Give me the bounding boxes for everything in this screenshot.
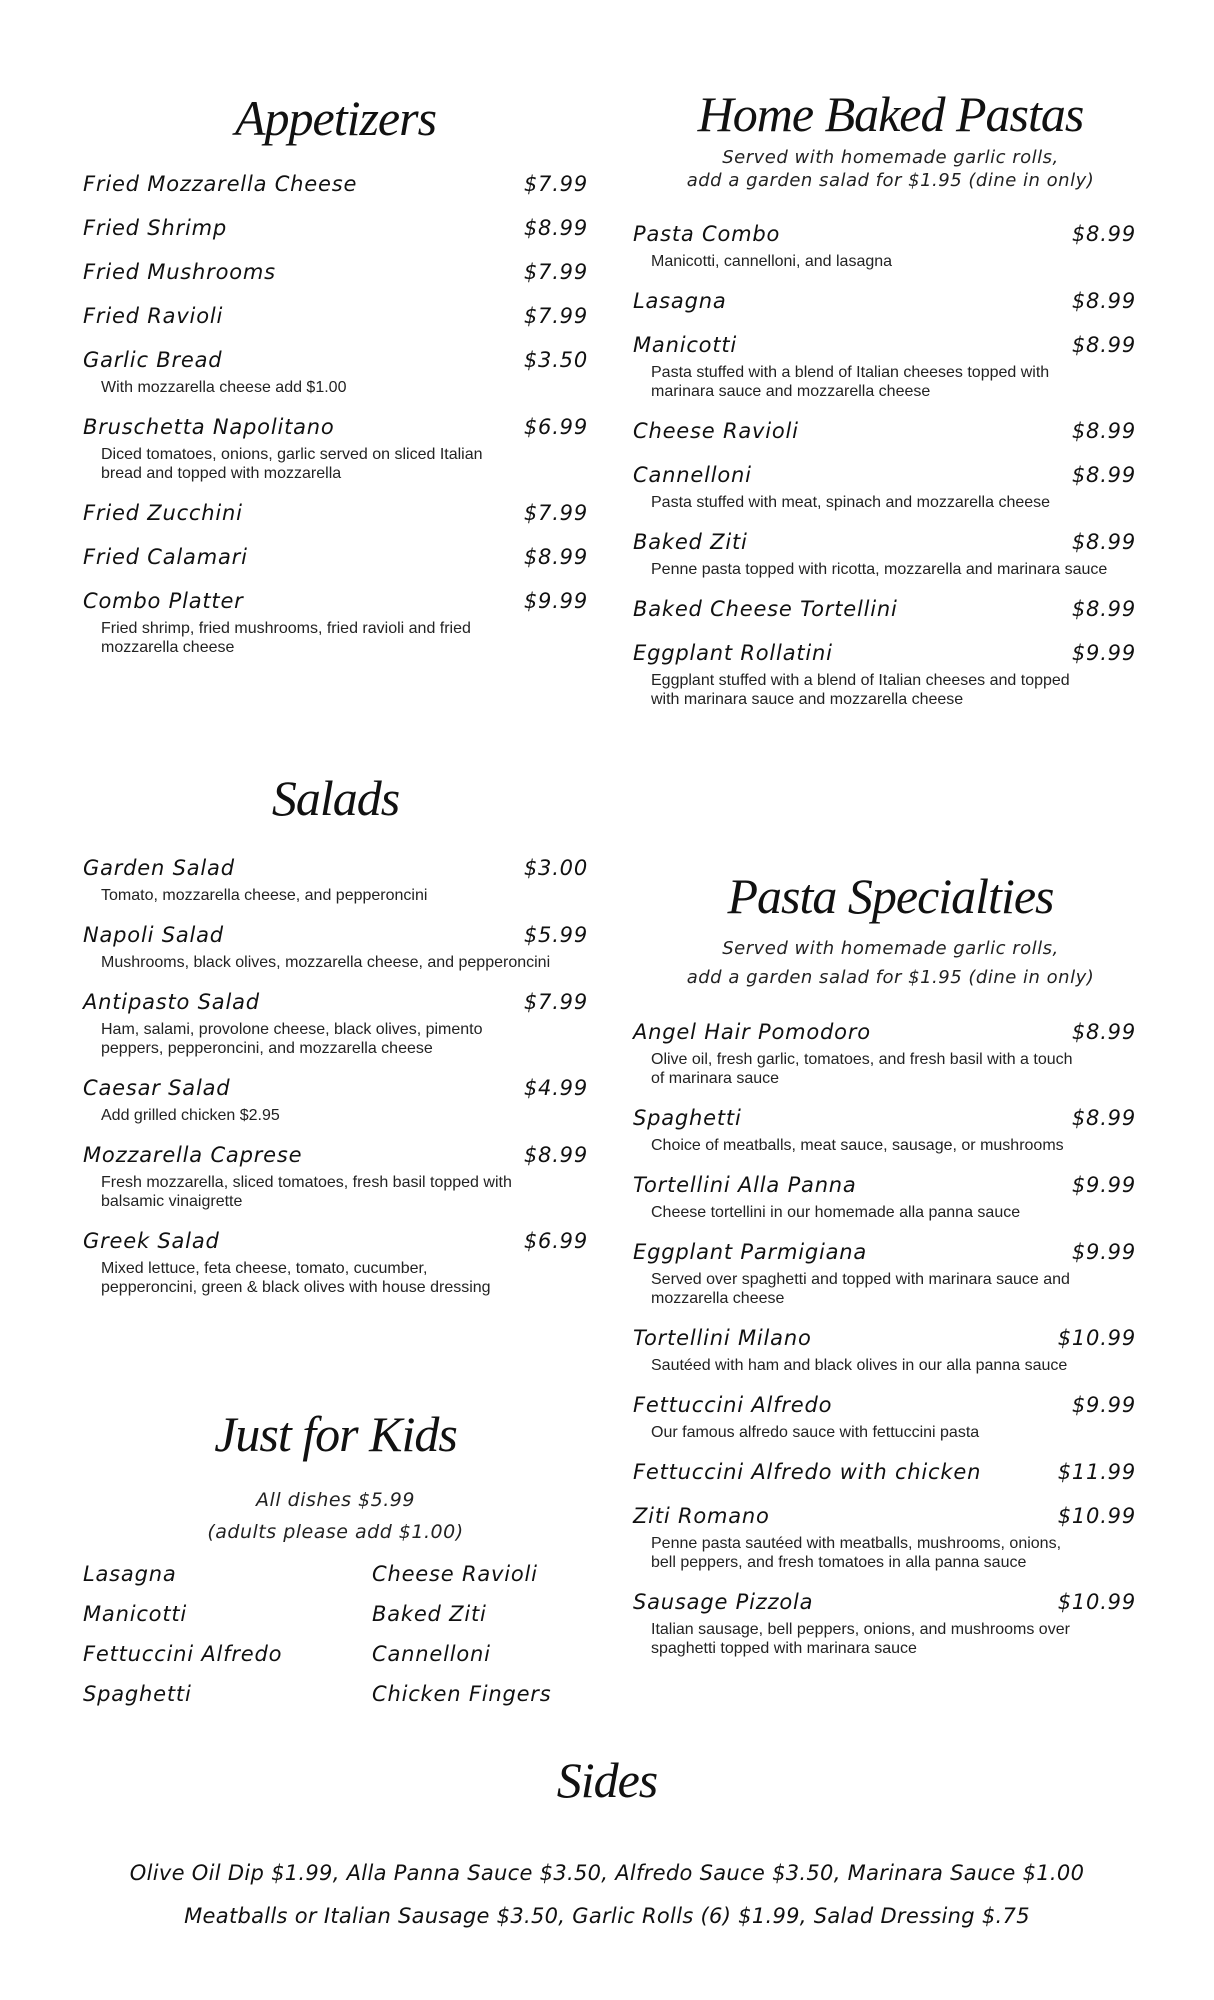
menu-item-description xyxy=(633,671,1148,709)
menu-item-price: $10.99 xyxy=(1057,1504,1136,1528)
menu-item xyxy=(83,579,588,657)
menu-item-row xyxy=(633,520,1148,564)
menu-item-name: Tortellini Alla Panna xyxy=(633,1173,857,1197)
description-line: bell peppers, and fresh tomatoes in alla panna sauce xyxy=(651,1554,1027,1571)
menu-item-row xyxy=(633,1096,1148,1140)
section-subtitle: add a garden salad for $1.95 (dine in only) xyxy=(686,170,1095,191)
description-line: marinara sauce and mozzarella cheese xyxy=(651,383,931,400)
menu-item-price: $10.99 xyxy=(1057,1590,1136,1614)
sides-heading: Sides xyxy=(556,1752,658,1808)
menu-item-price: $7.99 xyxy=(523,304,588,328)
section-heading: Pasta Specialties xyxy=(727,868,1054,924)
menu-item-name: Cannelloni xyxy=(633,463,752,487)
menu-item-name: Manicotti xyxy=(633,333,738,357)
kids-menu-item: Lasagna xyxy=(83,1562,177,1586)
menu-item-price: $8.99 xyxy=(523,545,588,569)
menu-item-name: Garden Salad xyxy=(83,856,235,880)
menu-item xyxy=(83,162,588,206)
menu-item xyxy=(83,913,588,972)
menu-item xyxy=(633,1096,1148,1155)
kids-menu-item: Chicken Fingers xyxy=(372,1682,552,1706)
pasta-specialties-section xyxy=(633,866,1148,1666)
description-line: mozzarella cheese xyxy=(651,1290,785,1307)
menu-item-description xyxy=(633,1136,1148,1155)
menu-item xyxy=(83,535,588,579)
kids-menu-item: Cannelloni xyxy=(372,1642,491,1666)
menu-item-description xyxy=(633,252,1148,271)
description-line: With mozzarella cheese add $1.00 xyxy=(101,379,347,396)
menu-item xyxy=(633,1450,1148,1494)
menu-item-price: $9.99 xyxy=(1071,641,1136,665)
menu-item-row xyxy=(83,579,588,623)
description-line: Sautéed with ham and black olives in our alla panna sauce xyxy=(651,1357,1068,1374)
menu-item-description xyxy=(633,363,1148,401)
menu-item-price: $4.99 xyxy=(523,1076,588,1100)
menu-item xyxy=(633,453,1148,512)
menu-item-row xyxy=(633,1163,1148,1207)
menu-item-description xyxy=(83,1173,588,1211)
menu-item-price: $6.99 xyxy=(523,415,588,439)
kids-price-note: All dishes $5.99 xyxy=(256,1489,415,1511)
home-baked-pastas-section xyxy=(633,84,1148,717)
menu-item xyxy=(633,587,1148,631)
menu-item-row xyxy=(83,206,588,250)
menu-item xyxy=(83,491,588,535)
menu-item-name: Mozzarella Caprese xyxy=(83,1143,303,1167)
menu-item xyxy=(83,1133,588,1211)
menu-item xyxy=(83,250,588,294)
menu-item-name: Lasagna xyxy=(633,289,727,313)
description-line: peppers, pepperoncini, and mozzarella cheese xyxy=(101,1040,433,1057)
menu-item-description xyxy=(633,560,1148,579)
section-subtitle: Served with homemade garlic rolls, xyxy=(722,938,1059,959)
kids-menu-item: Spaghetti xyxy=(83,1682,192,1706)
menu-item xyxy=(83,338,588,397)
menu-item-description xyxy=(633,1270,1148,1308)
menu-item-name: Combo Platter xyxy=(83,589,244,613)
menu-item-price: $8.99 xyxy=(1071,333,1136,357)
sides-line: Meatballs or Italian Sausage $3.50, Garlic Rolls (6) $1.99, Salad Dressing $.75 xyxy=(184,1904,1030,1928)
menu-item-name: Angel Hair Pomodoro xyxy=(633,1020,871,1044)
menu-item-price: $8.99 xyxy=(1071,1106,1136,1130)
description-line: Fresh mozzarella, sliced tomatoes, fresh basil topped with xyxy=(101,1174,512,1191)
menu-item-name: Pasta Combo xyxy=(633,222,781,246)
menu-item xyxy=(83,294,588,338)
menu-item-row xyxy=(633,1230,1148,1274)
menu-item-name: Fried Calamari xyxy=(83,545,248,569)
menu-item-row xyxy=(633,1580,1148,1624)
menu-item xyxy=(633,520,1148,579)
menu-item-name: Baked Ziti xyxy=(633,530,748,554)
section-heading: Salads xyxy=(271,770,400,826)
menu-item-row xyxy=(633,1494,1148,1538)
menu-item-price: $8.99 xyxy=(523,1143,588,1167)
menu-item-row xyxy=(83,535,588,579)
menu-item-price: $7.99 xyxy=(523,172,588,196)
section-heading: Home Baked Pastas xyxy=(697,86,1084,142)
menu-item-row xyxy=(83,1219,588,1263)
kids-items xyxy=(83,1554,588,1714)
menu-item-price: $8.99 xyxy=(1071,530,1136,554)
description-line: Italian sausage, bell peppers, onions, and mushrooms over xyxy=(651,1621,1070,1638)
description-line: Penne pasta topped with ricotta, mozzarella and marinara sauce xyxy=(651,561,1108,578)
menu-item-name: Bruschetta Napolitano xyxy=(83,415,335,439)
description-line: Tomato, mozzarella cheese, and pepperoncini xyxy=(101,887,428,904)
menu-item xyxy=(633,1580,1148,1658)
menu-item-name: Spaghetti xyxy=(633,1106,742,1130)
description-line: Eggplant stuffed with a blend of Italian cheeses and topped xyxy=(651,672,1070,689)
menu-item-name: Caesar Salad xyxy=(83,1076,231,1100)
menu-item-description xyxy=(83,1259,588,1297)
menu-item-row xyxy=(633,587,1148,631)
menu-item xyxy=(633,1010,1148,1088)
menu-item-price: $8.99 xyxy=(1071,463,1136,487)
section-heading: Appetizers xyxy=(234,90,437,146)
menu-item-price: $8.99 xyxy=(1071,597,1136,621)
menu-item-price: $3.00 xyxy=(523,856,588,880)
menu-item-price: $9.99 xyxy=(1071,1393,1136,1417)
menu-item-description xyxy=(83,1106,588,1125)
menu-item-price: $9.99 xyxy=(1071,1240,1136,1264)
menu-item-price: $6.99 xyxy=(523,1229,588,1253)
menu-item-name: Sausage Pizzola xyxy=(633,1590,814,1614)
menu-item xyxy=(633,409,1148,453)
kids-menu-item: Manicotti xyxy=(83,1602,188,1626)
menu-item-name: Fried Ravioli xyxy=(83,304,224,328)
description-line: Served over spaghetti and topped with marinara sauce and xyxy=(651,1271,1070,1288)
kids-menu-item: Baked Ziti xyxy=(372,1602,487,1626)
menu-item xyxy=(633,1316,1148,1375)
menu-item-price: $7.99 xyxy=(523,990,588,1014)
menu-item-name: Cheese Ravioli xyxy=(633,419,799,443)
menu-item-name: Fried Shrimp xyxy=(83,216,227,240)
menu-item-name: Garlic Bread xyxy=(83,348,223,372)
description-line: spaghetti topped with marinara sauce xyxy=(651,1640,917,1657)
menu-item-name: Eggplant Parmigiana xyxy=(633,1240,868,1264)
menu-item-name: Fried Zucchini xyxy=(83,501,243,525)
menu-item-description xyxy=(83,1020,588,1058)
menu-item xyxy=(83,846,588,905)
menu-item-row xyxy=(83,980,588,1024)
menu-item-name: Ziti Romano xyxy=(633,1504,770,1528)
description-line: bread and topped with mozzarella xyxy=(101,465,342,482)
section-heading: Just for Kids xyxy=(214,1406,457,1462)
menu-item-row xyxy=(83,338,588,382)
menu-item-price: $7.99 xyxy=(523,260,588,284)
description-line: Penne pasta sautéed with meatballs, mushrooms, onions, xyxy=(651,1535,1062,1552)
menu-item xyxy=(633,279,1148,323)
appetizers-section xyxy=(83,88,588,665)
description-line: Ham, salami, provolone cheese, black olives, pimento xyxy=(101,1021,483,1038)
menu-item-row xyxy=(633,1316,1148,1360)
menu-item xyxy=(83,1066,588,1125)
kids-menu-item: Cheese Ravioli xyxy=(372,1562,538,1586)
menu-item-row xyxy=(633,631,1148,675)
menu-item-price: $8.99 xyxy=(523,216,588,240)
description-line: Cheese tortellini in our homemade alla panna sauce xyxy=(651,1204,1021,1221)
description-line: Pasta stuffed with meat, spinach and mozzarella cheese xyxy=(651,494,1051,511)
menu-item-row xyxy=(633,212,1148,256)
menu-item-name: Fried Mushrooms xyxy=(83,260,276,284)
menu-item-price: $11.99 xyxy=(1057,1460,1136,1484)
menu-item-row xyxy=(83,913,588,957)
section-subtitle: add a garden salad for $1.95 (dine in only) xyxy=(686,967,1095,988)
menu-item xyxy=(83,980,588,1058)
menu-item-row xyxy=(83,491,588,535)
description-line: Olive oil, fresh garlic, tomatoes, and fresh basil with a touch xyxy=(651,1051,1073,1068)
menu-item xyxy=(83,206,588,250)
menu-item-description xyxy=(83,953,588,972)
description-line: pepperoncini, green & black olives with house dressing xyxy=(101,1279,491,1296)
menu-item-price: $9.99 xyxy=(1071,1173,1136,1197)
menu-item-price: $10.99 xyxy=(1057,1326,1136,1350)
menu-item xyxy=(83,1219,588,1297)
menu-item-description xyxy=(633,1534,1148,1572)
menu-item-name: Fried Mozzarella Cheese xyxy=(83,172,358,196)
menu-item-description xyxy=(83,378,588,397)
menu-item-description xyxy=(633,1050,1148,1088)
menu-item xyxy=(633,1494,1148,1572)
kids-adult-note: (adults please add $1.00) xyxy=(207,1521,464,1543)
menu-item-name: Tortellini Milano xyxy=(633,1326,812,1350)
menu-item-row xyxy=(633,1450,1148,1494)
menu-item-price: $9.99 xyxy=(523,589,588,613)
menu-item-row xyxy=(633,1010,1148,1054)
menu-item-row xyxy=(633,279,1148,323)
menu-item-row xyxy=(633,323,1148,367)
menu-item-row xyxy=(83,405,588,449)
menu-item xyxy=(633,631,1148,709)
menu-item-name: Fettuccini Alfredo xyxy=(633,1393,833,1417)
menu-item-description xyxy=(633,1620,1148,1658)
menu-item-price: $8.99 xyxy=(1071,289,1136,313)
salads-section xyxy=(83,768,588,1305)
menu-item-price: $8.99 xyxy=(1071,419,1136,443)
menu-item-description xyxy=(83,619,588,657)
description-line: balsamic vinaigrette xyxy=(101,1193,243,1210)
menu-item-row xyxy=(633,1383,1148,1427)
menu-item-price: $8.99 xyxy=(1071,222,1136,246)
sides-list xyxy=(0,1852,1214,1938)
menu-item-price: $8.99 xyxy=(1071,1020,1136,1044)
menu-item-row xyxy=(83,846,588,890)
menu-item-name: Baked Cheese Tortellini xyxy=(633,597,898,621)
menu-item-row xyxy=(83,294,588,338)
description-line: Diced tomatoes, onions, garlic served on sliced Italian xyxy=(101,446,483,463)
menu-item-description xyxy=(83,445,588,483)
menu-item-row xyxy=(83,250,588,294)
menu-item-name: Eggplant Rollatini xyxy=(633,641,833,665)
kids-section xyxy=(83,1404,588,1714)
menu-item xyxy=(633,212,1148,271)
menu-item-description xyxy=(633,1203,1148,1222)
menu-item xyxy=(633,323,1148,401)
description-line: Our famous alfredo sauce with fettuccini pasta xyxy=(651,1424,980,1441)
menu-item-name: Greek Salad xyxy=(83,1229,220,1253)
description-line: of marinara sauce xyxy=(651,1070,780,1087)
description-line: Mixed lettuce, feta cheese, tomato, cucumber, xyxy=(101,1260,428,1277)
menu-item xyxy=(83,405,588,483)
menu-item xyxy=(633,1163,1148,1222)
menu-item-name: Antipasto Salad xyxy=(83,990,260,1014)
kids-menu-item: Fettuccini Alfredo xyxy=(83,1642,283,1666)
menu-item-price: $7.99 xyxy=(523,501,588,525)
menu-item-name: Fettuccini Alfredo with chicken xyxy=(633,1460,982,1484)
menu-item-row xyxy=(83,162,588,206)
menu-item-description xyxy=(633,1423,1148,1442)
description-line: Pasta stuffed with a blend of Italian cheeses topped with xyxy=(651,364,1050,381)
menu-item-description xyxy=(633,493,1148,512)
sides-line: Olive Oil Dip $1.99, Alla Panna Sauce $3.50, Alfredo Sauce $3.50, Marinara Sauce $1.00 xyxy=(129,1861,1085,1885)
description-line: Fried shrimp, fried mushrooms, fried ravioli and fried xyxy=(101,620,471,637)
menu-item-row xyxy=(83,1066,588,1110)
description-line: Manicotti, cannelloni, and lasagna xyxy=(651,253,893,270)
description-line: with marinara sauce and mozzarella cheese xyxy=(651,691,964,708)
description-line: Choice of meatballs, meat sauce, sausage, or mushrooms xyxy=(651,1137,1064,1154)
menu-item-description xyxy=(83,886,588,905)
menu-item xyxy=(633,1230,1148,1308)
description-line: Mushrooms, black olives, mozzarella cheese, and pepperoncini xyxy=(101,954,551,971)
description-line: mozzarella cheese xyxy=(101,639,235,656)
menu-item-name: Napoli Salad xyxy=(83,923,224,947)
menu-item-row xyxy=(633,409,1148,453)
menu-item xyxy=(633,1383,1148,1442)
menu-item-row xyxy=(83,1133,588,1177)
menu-item-row xyxy=(633,453,1148,497)
menu-item-price: $5.99 xyxy=(523,923,588,947)
section-subtitle: Served with homemade garlic rolls, xyxy=(722,147,1059,168)
description-line: Add grilled chicken $2.95 xyxy=(101,1107,280,1124)
menu-item-price: $3.50 xyxy=(523,348,588,372)
